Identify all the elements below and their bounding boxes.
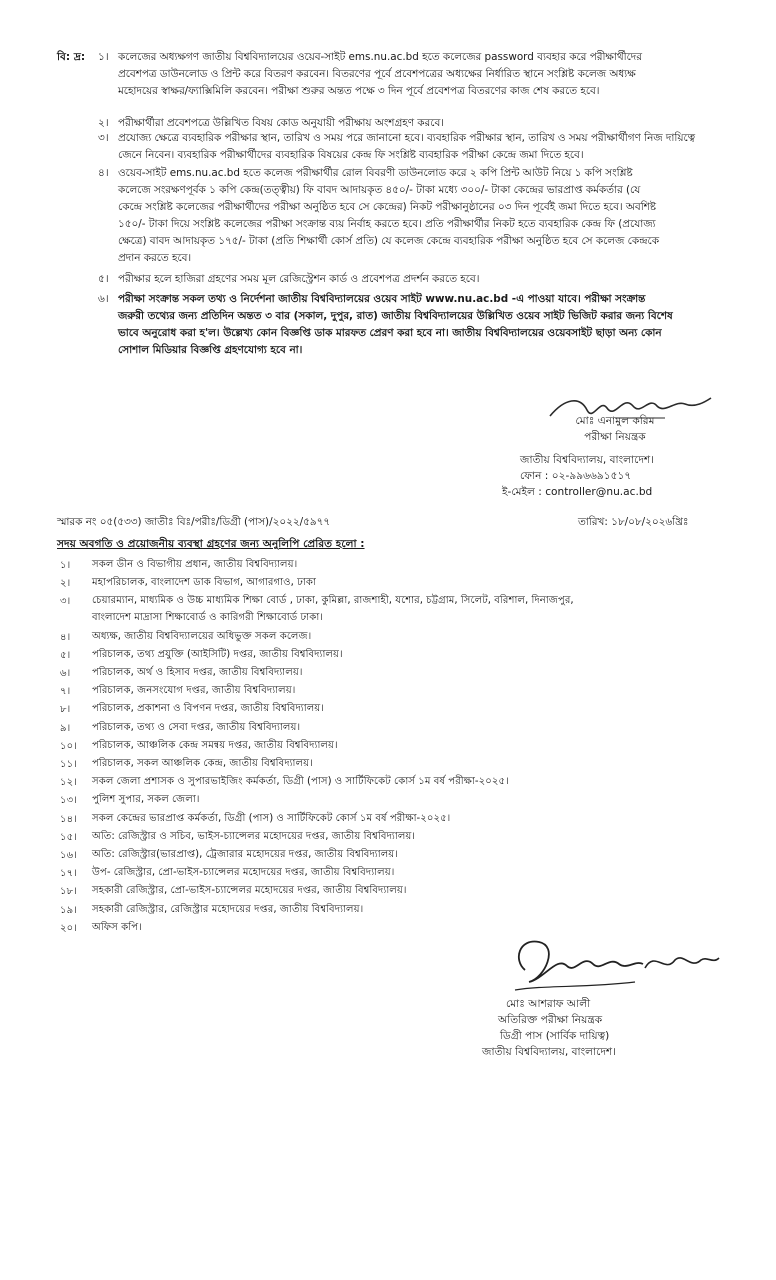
cc-item: পরিচালক, আঞ্চলিক কেন্দ্র সমন্বয় দপ্তর, জাতীয় বিশ্ববিদ্যালয়।: [92, 739, 338, 751]
cc-number: ২০।: [60, 922, 77, 934]
signer1-phone: ফোন : ০২-৯৯৬৬৯১৫১৭: [520, 470, 632, 482]
cc-item: পরিচালক, অর্থ ও হিসাব দপ্তর, জাতীয় বিশ্ববিদ্যালয়।: [92, 667, 303, 678]
instruction-line: প্রবেশপত্র ডাউনলোড ও প্রিন্ট করে বিতরণ করবেন। বিতরণের পূর্বে প্রবেশপত্রের অধ্যক্ষের নির্ধারিত স্থানে সংশ্লিষ্ট কলেজ অধ্যক্ষ: [118, 68, 636, 80]
cc-item: সহকারী রেজিস্ট্রার, প্রো-ভাইস-চ্যান্সেলর মহোদয়ের দপ্তর, জাতীয় বিশ্ববিদ্যালয়।: [92, 885, 407, 897]
cc-item: পরিচালক, তথ্য ও সেবা দপ্তর, জাতীয় বিশ্ববিদ্যালয়।: [92, 721, 301, 733]
instruction-line: ক্ষেত্রে) বাবদ আদায়কৃত ১৭৫/- টাকা (প্রতি শিক্ষার্থী কোর্স প্রতি) যে কলেজ কেন্দ্রে ব্যবহারিক পরীক্ষা অনুষ্ঠিত হবে সে কলেজ কেন্দ্রকে: [118, 235, 659, 247]
instruction-line: পরীক্ষা সংক্রান্ত সকল তথ্য ও নির্দেশনা জাতীয় বিশ্ববিদ্যালয়ের ওয়েব সাইট www.nu.ac.bd -এ পাওয়া যাবে। পরীক্ষা সংক্রান্ত: [118, 293, 646, 305]
cc-number: ১৪।: [60, 813, 77, 825]
cc-number: ১৮।: [60, 886, 77, 898]
cc-item: সকল ডীন ও বিভাগীয় প্রধান, জাতীয় বিশ্ববিদ্যালয়।: [92, 559, 298, 570]
instruction-number: ২।: [98, 117, 109, 129]
cc-number: ৯।: [60, 722, 71, 734]
cc-number: ১৫।: [60, 831, 77, 843]
cc-number: ৬।: [60, 668, 71, 679]
memo-ref: স্মারক নং ০৫(৫৩৩) জাতীঃ বিঃ/পরীঃ/ডিগ্রী (পাস)/২০২২/৫৯৭৭: [57, 516, 331, 528]
signer1-contact: [490, 452, 730, 500]
cc-item: উপ- রেজিস্ট্রার, প্রো-ভাইস-চ্যান্সেলর মহোদয়ের দপ্তর, জাতীয় বিশ্ববিদ্যালয়।: [92, 867, 395, 879]
instruction-line: ১৫০/- টাকা দিয়ে সংশ্লিষ্ট কলেজের পরীক্ষা সংক্রান্ত ব্যয় নির্বাহ করতে হবে। প্রতি পরীক্ষার্থীর নিকট হতে ব্যবহারিক কেন্দ্র ফি (প্রযোজ্য: [118, 218, 656, 230]
cc-item: অতি: রেজিস্ট্রার(ভারপ্রাপ্ত), ট্রেজারার মহোদয়ের দপ্তর, জাতীয় বিশ্ববিদ্যালয়।: [92, 849, 398, 860]
instruction-line: পরীক্ষার হলে হাজিরা গ্রহণের সময় মূল রেজিস্ট্রেশন কার্ড ও প্রবেশপত্র প্রদর্শন করতে হবে।: [118, 273, 480, 285]
cc-item: সকল কেন্দ্রের ভারপ্রাপ্ত কর্মকর্তা, ডিগ্রী (পাস) ও সার্টিফিকেট কোর্স ১ম বর্ষ পরীক্ষা-২০২৫।: [92, 812, 451, 824]
cc-item: অতি: রেজিস্ট্রার ও সচিব, ভাইস-চ্যান্সেলর মহোদয়ের দপ্তর, জাতীয় বিশ্ববিদ্যালয়।: [92, 830, 416, 842]
cc-number: ২।: [60, 578, 71, 590]
instruction-line: কলেজে সংরক্ষণপূর্বক ১ কপি কেন্দ্র(তত্ত্বীয়) ফি বাবদ আদায়কৃত ৪৫০/- টাকা মধ্যে ৩০০/- টাকা কেন্দ্রের ভারপ্রাপ্ত কর্মকর্তার (যে: [118, 184, 641, 196]
cc-number: ৪।: [60, 631, 71, 643]
nb-label: বি: দ্র:: [57, 51, 86, 63]
cc-number: ৮।: [60, 704, 71, 716]
cc-item: পরিচালক, প্রকাশনা ও বিপণন দপ্তর, জাতীয় বিশ্ববিদ্যালয়।: [92, 703, 324, 715]
cc-number: ১৭।: [60, 868, 77, 880]
cc-number: ১২।: [60, 777, 77, 789]
cc-number: ৭।: [60, 686, 71, 698]
cc-item: পরিচালক, তথ্য প্রযুক্তি (আইসিটি) দপ্তর, জাতীয় বিশ্ববিদ্যালয়।: [92, 648, 343, 660]
cc-item: চেয়ারম্যান, মাধ্যমিক ও উচ্চ মাধ্যমিক শিক্ষা বোর্ড , ঢাকা, কুমিল্লা, রাজশাহী, যশোর, চট্টগ্রাম, সিলেট, বরিশাল, দিনাজপুর,: [92, 595, 574, 607]
signer2-block: [470, 996, 670, 1060]
instruction-line: প্রযোজ্য ক্ষেত্রে ব্যবহারিক পরীক্ষার স্থান, তারিখ ও সময় পরে জানানো হবে। ব্যবহারিক পরীক্ষার স্থান, তারিখ ও সময় পরীক্ষার্থীগণ নিজ দায়িত্বে: [118, 132, 696, 144]
memo-date: তারিখ: ১৮/০৮/২০২৬খ্রিঃ: [578, 516, 689, 528]
instruction-number: ৩।: [98, 132, 109, 144]
signature-additional-controller: [505, 930, 725, 1000]
cc-item: সহকারী রেজিস্ট্রার, রেজিস্ট্রার মহোদয়ের দপ্তর, জাতীয় বিশ্ববিদ্যালয়।: [92, 903, 364, 915]
instruction-number: ৫।: [98, 273, 109, 285]
cc-item: বাংলাদেশ মাদ্রাসা শিক্ষাবোর্ড ও কারিগরী শিক্ষাবোর্ড ঢাকা।: [92, 612, 323, 624]
signer2-role: ডিগ্রী পাস (সার্বিক দায়িত্ব): [500, 1030, 610, 1042]
cc-item: পরিচালক, জনসংযোগ দপ্তর, জাতীয় বিশ্ববিদ্যালয়।: [92, 685, 296, 697]
instruction-line: মহোদয়ের স্বাক্ষর/ফ্যাক্সিমিলি করবেন। পরীক্ষা শুরুর অন্তত পক্ষে ৩ দিন পূর্বে প্রবেশপত্র বিতরণের কাজ শেষ করতে হবে।: [118, 85, 600, 97]
cc-number: ১৬।: [60, 850, 77, 861]
instruction-line: কলেজের অধ্যক্ষগণ জাতীয় বিশ্ববিদ্যালয়ের ওয়েব-সাইট ems.nu.ac.bd হতে কলেজের password ব্যবহার করে পরীক্ষার্থীদের: [118, 51, 642, 63]
cc-number: ১।: [60, 560, 71, 571]
signer2-title: অতিরিক্ত পরীক্ষা নিয়ন্ত্রক: [498, 1014, 603, 1026]
instruction-line: কেন্দ্রে সংশ্লিষ্ট কলেজের পরীক্ষার্থীদের পরীক্ষা অনুষ্ঠিত হবে সে কেন্দ্রের) নিকট পরীক্ষানুষ্ঠানের ০৩ দিন পূর্বেই জমা দিতে হবে। অবশিষ্ট: [118, 201, 657, 213]
signer2-org: জাতীয় বিশ্ববিদ্যালয়, বাংলাদেশ।: [482, 1046, 616, 1058]
instruction-line: ভাবে অনুরোধ করা হ'ল। উল্লেখ্য কোন বিজ্ঞপ্তি ডাক মারফত প্রেরণ করা হবে না। জাতীয় বিশ্ববিদ্যালয়ের ওয়েবসাইট ছাড়া অন্য কোন: [118, 327, 662, 339]
cc-item: মহাপরিচালক, বাংলাদেশ ডাক বিভাগ, আগারগাও, ঢাকা: [92, 577, 316, 589]
instruction-number: ৬।: [98, 293, 109, 305]
cc-heading: সদয় অবগতি ও প্রয়োজনীয় ব্যবস্থা গ্রহণের জন্য অনুলিপি প্রেরিত হলো :: [57, 538, 365, 550]
instruction-line: ওয়েব-সাইট ems.nu.ac.bd হতে কলেজ পরীক্ষার্থীর রোল বিবরণী ডাউনলোড করে ২ কপি প্রিন্ট আউট নিয়ে ১ কপি সংশ্লিষ্ট: [118, 167, 633, 179]
cc-item: অফিস কপি।: [92, 921, 142, 933]
cc-number: ১০।: [60, 740, 77, 752]
cc-number: ৫।: [60, 649, 71, 661]
cc-item: সকল জেলা প্রশাসক ও সুপারভাইজিং কর্মকর্তা, ডিগ্রী (পাস) ও সার্টিফিকেট কোর্স ১ম বর্ষ পরীক্ষা-২০২৫।: [92, 776, 509, 788]
signer1-org: জাতীয় বিশ্ববিদ্যালয়, বাংলাদেশ।: [520, 454, 654, 466]
instruction-line: জেনে নিবেন। ব্যবহারিক পরীক্ষার্থীদের ব্যবহারিক বিষয়ের কেন্দ্র ফি সংশ্লিষ্ট ব্যবহারিক পরীক্ষা কেন্দ্রে জমা দিতে হবে।: [118, 149, 584, 161]
instruction-line: প্রদান করতে হবে।: [118, 252, 192, 264]
cc-item: পরিচালক, সকল আঞ্চলিক কেন্দ্র, জাতীয় বিশ্ববিদ্যালয়।: [92, 758, 313, 769]
instruction-line: পরীক্ষার্থীরা প্রবেশপত্রে উল্লিখিত বিষয় কোড অনুযায়ী পরীক্ষায় অংশগ্রহণ করবে।: [118, 117, 444, 129]
cc-number: ১৩।: [60, 795, 77, 807]
signer2-name: মোঃ আশরাফ আলী: [506, 998, 591, 1010]
cc-number: ১৯।: [60, 904, 77, 916]
cc-item: পুলিশ সুপার, সকল জেলা।: [92, 794, 200, 806]
signer1-title: পরীক্ষা নিয়ন্ত্রক: [584, 431, 646, 443]
instruction-line: সোশাল মিডিয়ার বিজ্ঞপ্তি গ্রহণযোগ্য হবে না।: [118, 344, 303, 356]
cc-number: ৩।: [60, 596, 71, 608]
instruction-number: ১।: [98, 51, 109, 63]
cc-number: ১১।: [60, 759, 77, 770]
instruction-number: ৪।: [98, 167, 109, 179]
instruction-line: জরুরী তথ্যের জন্য প্রতিদিন অন্তত ৩ বার (সকাল, দুপুর, রাত) জাতীয় বিশ্ববিদ্যালয়ের উল্লিখিত ওয়েব সাইট ভিজিট করার জন্য বিশেষ: [118, 310, 673, 322]
signer1-block: [520, 413, 710, 445]
signer1-name: মোঃ এনামুল করিম: [575, 415, 655, 427]
cc-item: অধ্যক্ষ, জাতীয় বিশ্ববিদ্যালয়ের অধিভুক্ত সকল কলেজ।: [92, 630, 312, 642]
signer1-email: ই-মেইল : controller@nu.ac.bd: [502, 486, 653, 498]
